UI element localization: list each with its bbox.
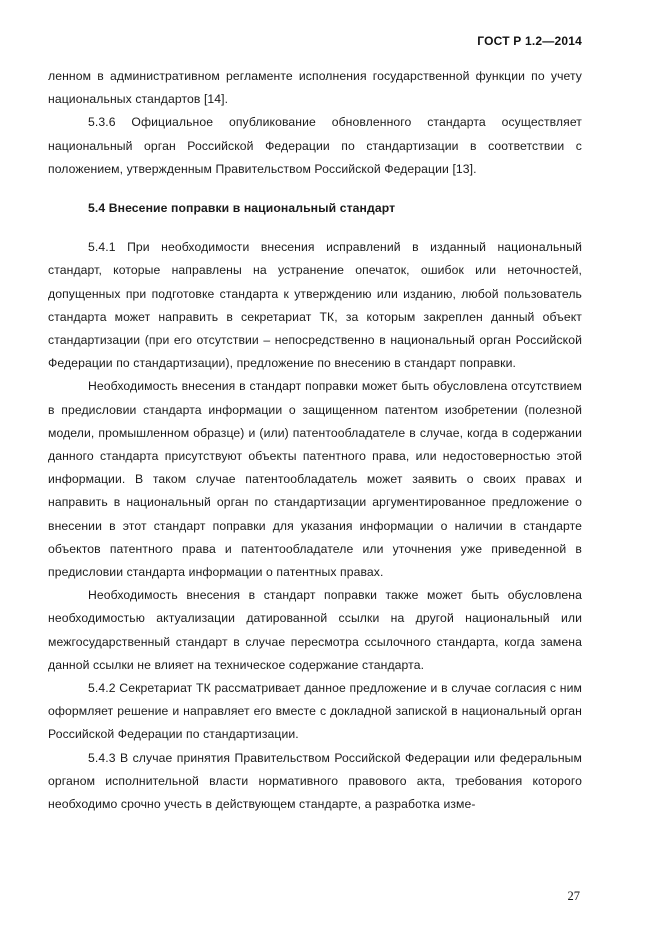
standard-code: ГОСТ Р 1.2—2014 — [477, 34, 582, 48]
section-heading-5-4: 5.4 Внесение поправки в национальный стандарт — [88, 201, 396, 216]
paragraph-patent-amendment: Необходимость внесения в стандарт поправки может быть обусловлена отсутствием в предисловии стандарта информации о защищенном патентом изобретении (полезной модели, промышленном образце) и (или) патентообладателе в случае, когда в содержании данного стандарта присутствуют объекты патентного права, или недостоверностью этой информации. В таком случае патентообладатель может заявить о своих правах и направить в национальный орган по стандартизации аргументированное предложение о внесении в этот стандарт поправки для указания информации о наличии в стандарте объектов патентного права и патентообладателе или уточнения уже приведенной в предисловии стандарта информации о патентных правах. — [48, 379, 582, 580]
paragraph-5-3-6: 5.3.6 Официальное опубликование обновленного стандарта осуществляет национальный орган Российской Федерации по стандартизации в соответствии с положением, утвержденным Правительством Российской Федерации [13]. — [48, 115, 582, 176]
paragraph-5-4-3: 5.4.3 В случае принятия Правительством Российской Федерации или федеральным органом исполнительной власти нормативного правового акта, требования которого необходимо срочно учесть в действующем стандарте, а разработка изме- — [48, 750, 582, 812]
paragraph-reference-update: Необходимость внесения в стандарт поправки также может быть обусловлена необходимостью актуализации датированной ссылки на другой национальный или межгосударственный стандарт в случае пересмотра ссылочного стандарта, когда замена данной ссылки не влияет на техническое содержание стандарта. — [48, 588, 582, 672]
paragraph-continuation: ленном в административном регламенте исполнения государственной функции по учету национальных стандартов [14]. — [48, 69, 582, 107]
document-body — [48, 65, 582, 816]
page-number: 27 — [567, 889, 580, 903]
paragraph-5-4-1: 5.4.1 При необходимости внесения исправлений в изданный национальный стандарт, которые направлены на устранение опечаток, ошибок или неточностей, допущенных при подготовке стандарта к утверждению или изданию, любой пользователь стандарта может направить в секретариат ТК, за которым закреплен данный объект стандартизации (при его отсутствии – непосредственно в национальный орган Российской Федерации по стандартизации), предложение по внесению в стандарт поправки. — [48, 240, 582, 371]
paragraph-5-4-2: 5.4.2 Секретариат ТК рассматривает данное предложение и в случае согласия с ним оформляет решение и направляет его вместе с докладной запиской в национальный орган Российской Федерации по стандартизации. — [48, 681, 582, 742]
